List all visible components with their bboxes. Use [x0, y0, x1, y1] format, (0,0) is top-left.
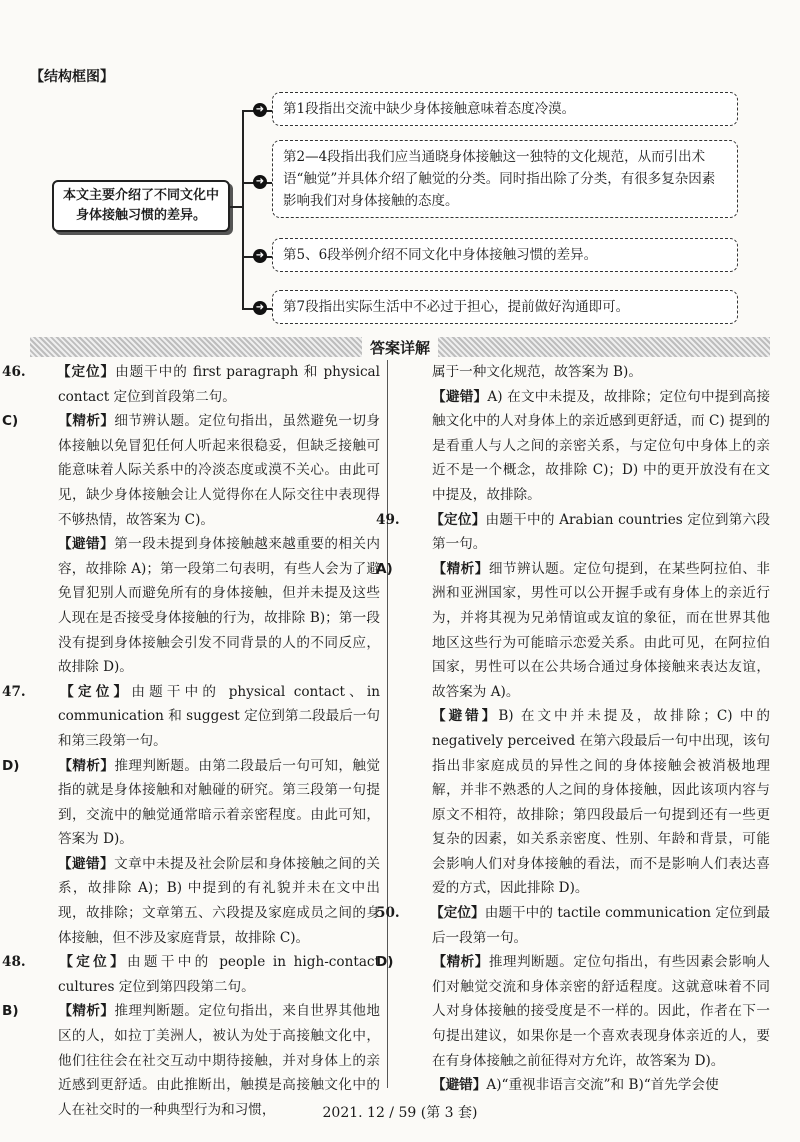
arrow-icon: ➜ [253, 249, 267, 263]
left-column [2, 360, 381, 1122]
banner-title: 答案详解 [362, 337, 438, 358]
answer-paragraph: 50. 【定位】由题干中的 tactile communication 定位到最后一段第一句。 [376, 905, 771, 946]
column-divider [387, 360, 388, 1088]
answer-paragraph: 47. 【定位】由题干中的 physical contact、in communication 和 suggest 定位到第二段最后一句和第三段第一句。 [2, 683, 381, 749]
structure-node: 第5、6段举例介绍不同文化中身体接触习惯的差异。 [272, 238, 738, 272]
answer-paragraph: 【避错】A) 在文中未提及，故排除；定位句中提到高接触文化中的人对身体上的亲近感到更舒适，而 C) 提到的是看重人与人之间的亲密关系，与定位句中身体上的亲近不是一个概念，故排除 C)；D) 中的更开放没有在文中提及，故排除。 [432, 388, 770, 503]
answer-paragraph: A) 【精析】细节辨认题。定位句提到，在某些阿拉伯、非洲和亚洲国家，男性可以公开握手或有身体上的亲近行为，并将其视为兄弟情谊或友谊的象征，而在世界其他地区这些行为可能暗示恋爱关系。由此可见，在阿拉伯国家，男性可以在公共场合通过身体接触来表达友谊，故答案为 A)。 [376, 560, 771, 700]
answer-paragraph: 【避错】A)“重视非语言交流”和 B)“首先学会使 [432, 1077, 719, 1094]
answer-paragraph: D) 【精析】推理判断题。由第二段最后一句可知，触觉指的就是身体接触和对触碰的研究。第三段第一句提到，交流中的触觉通常暗示着亲密程度。由此可知，答案为 D)。 [2, 757, 380, 848]
tree-trunk [242, 110, 244, 308]
arrow-icon: ➜ [253, 175, 267, 189]
answer-paragraph: C) 【精析】细节辨认题。定位句指出，虽然避免一切身体接触以免冒犯任何人听起来很稳妥，但缺乏接触可能意味着人际关系中的冷淡态度或漠不关心。由此可见，缺少身体接触会让人觉得你在人际交往中表现得不够热情，故答案为 C)。 [2, 413, 380, 528]
tree-connector [230, 206, 242, 208]
answer-paragraph: D) 【精析】推理判断题。定位句指出，有些因素会影响人们对触觉交流和身体亲密的舒适程度。这就意味着不同人对身体接触的接受度是不一样的。因此，作者在下一句提出建议，如果你是一个喜欢表现身体亲近的人，要在有身体接触之前征得对方允许，故答案为 D)。 [376, 954, 771, 1069]
answer-paragraph: 48. 【定位】由题干中的 people in high-contact cultures 定位到第四段第二句。 [2, 954, 380, 995]
answer-paragraph: 【避错】B) 在文中并未提及，故排除；C) 中的 negatively perceived 在第六段最后一句中出现，该句指出非家庭成员的异性之间的身体接触会被消极地理解，并非不熟悉的人之间的身体接触，因此该项内容与原文不相符，故排除；第四段最后一句提到还有一些更复杂的因素，如关系亲密度、性别、年龄和背景，可能会影响人们对身体接触的看法，而不是影响人们表达喜爱的方式，因此排除 D)。 [432, 708, 771, 897]
structure-node: 第2—4段指出我们应当通晓身体接触这一独特的文化规范，从而引出术语“触觉”并具体介绍了触觉的分类。同时指出除了分类，有很多复杂因素影响我们对身体接触的态度。 [272, 140, 738, 218]
answer-paragraph: 46. 【定位】由题干中的 first paragraph 和 physical contact 定位到首段第二句。 [2, 364, 381, 405]
page-footer: 2021. 12 / 59 (第 3 套) [322, 1105, 478, 1121]
answer-paragraph: 49. 【定位】由题干中的 Arabian countries 定位到第六段第一句。 [376, 511, 770, 553]
right-column [376, 360, 771, 1098]
arrow-icon: ➜ [253, 103, 267, 117]
answer-paragraph: 【避错】第一段未提到身体接触越来越重要的相关内容，故排除 A)；第一段第二句表明，有些人会为了避免冒犯别人而避免所有的身体接触，但并未提及这些人现在是否接受身体接触的行为，故排除 B)；第一段没有提到身体接触会引发不同背景的人的不同反应，故排除 D)。 [58, 536, 381, 676]
structure-node: 第7段指出实际生活中不必过于担心，提前做好沟通即可。 [272, 290, 738, 324]
answer-paragraph: B) 【精析】推理判断题。定位句指出，来自世界其他地区的人，如拉丁美洲人，被认为处于高接触文化中，他们往往会在社交互动中期待接触，并对身体上的亲近感到更舒适。由此推断出，触摸是高接触文化中的人在社交时的一种典型行为和习惯， [2, 1003, 380, 1118]
answer-paragraph: 【避错】文章中未提及社会阶层和身体接触之间的关系，故排除 A)；B) 中提到的有礼貌并未在文中出现，故排除；文章第五、六段提及家庭成员之间的身体接触，但不涉及家庭背景，故排除 C)。 [58, 855, 381, 946]
arrow-icon: ➜ [253, 301, 267, 315]
section-banner [30, 337, 770, 357]
structure-node: 第1段指出交流中缺少身体接触意味着态度冷漠。 [272, 92, 738, 126]
answer-paragraph: 属于一种文化规范，故答案为 B)。 [432, 364, 642, 380]
structure-title: 【结构框图】 [30, 69, 114, 85]
structure-main-box: 本文主要介绍了不同文化中身体接触习惯的差异。 [52, 180, 230, 232]
